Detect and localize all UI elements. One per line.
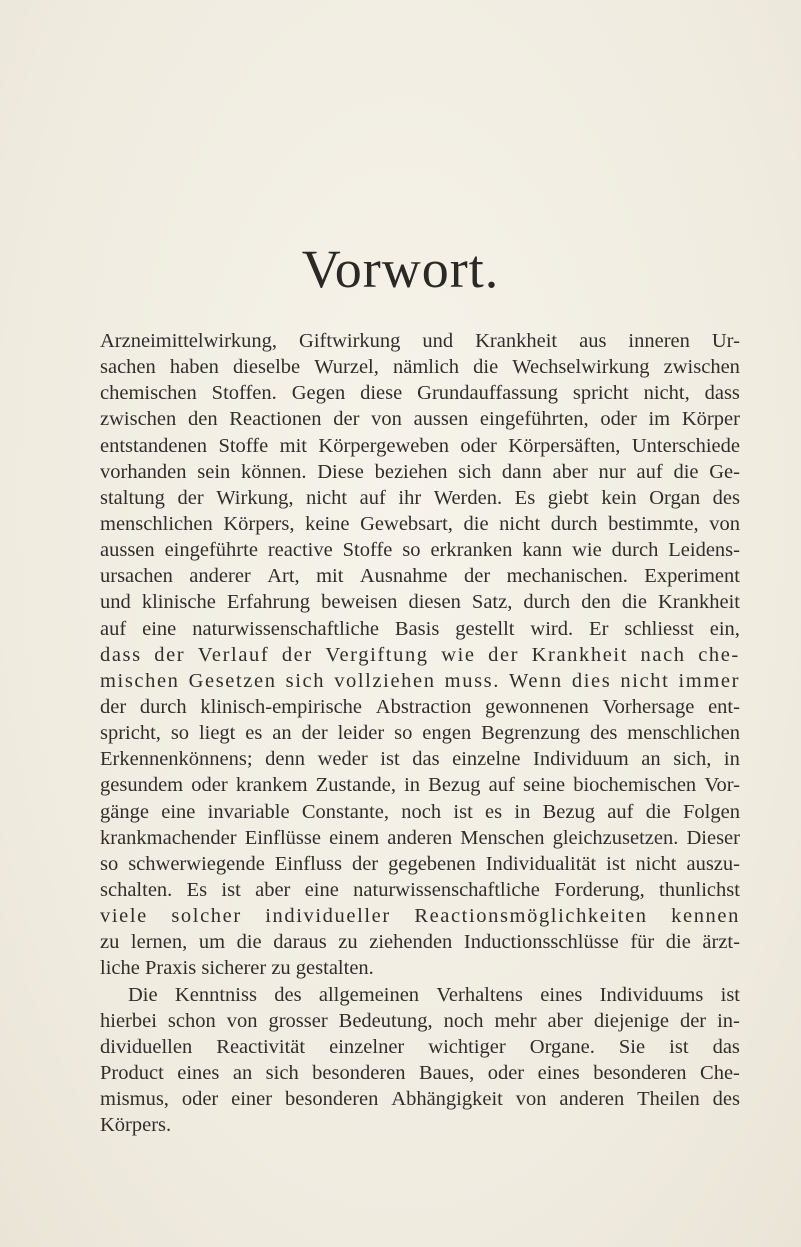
body-text — [100, 328, 740, 1138]
text-line: der durch klinisch-empirische Abstraction gewonnenen Vorhersage ent- — [100, 695, 740, 718]
text-line: staltung der Wirkung, nicht auf ihr Werden. Es giebt kein Organ des — [100, 486, 740, 509]
text-line: liche Praxis sicherer zu gestalten. — [100, 957, 374, 980]
text-line: Arzneimittelwirkung, Giftwirkung und Krankheit aus inneren Ur- — [100, 330, 740, 352]
text-line: chemischen Stoffen. Gegen diese Grundauffassung spricht nicht, dass — [100, 382, 740, 405]
text-line: spricht, so liegt es an der leider so engen Begrenzung des menschlichen — [100, 722, 740, 745]
text-line: dividuellen Reactivität einzelner wichtiger Organe. Sie ist das — [100, 1035, 740, 1058]
text-line: hierbei schon von grosser Bedeutung, noch mehr aber diejenige der in- — [100, 1009, 740, 1032]
text-line: vorhanden sein können. Diese beziehen sich dann aber nur auf die Ge- — [100, 460, 740, 483]
text-line: und klinische Erfahrung beweisen diesen Satz, durch den die Krankheit — [100, 591, 740, 614]
text-line: krankmachender Einflüsse einem anderen Menschen gleichzusetzen. Dieser — [100, 826, 740, 849]
text-line: entstandenen Stoffe mit Körpergeweben oder Körpersäften, Unterschiede — [100, 434, 740, 457]
text-line: ursachen anderer Art, mit Ausnahme der mechanischen. Experiment — [100, 565, 740, 588]
text-line: dass der Verlauf der Vergiftung wie der Krankheit nach che- — [100, 643, 740, 666]
text-line: menschlichen Körpers, keine Gewebsart, die nicht durch bestimmte, von — [100, 512, 740, 535]
text-line: sachen haben dieselbe Wurzel, nämlich die Wechselwirkung zwischen — [100, 356, 740, 379]
text-line: so schwerwiegende Einfluss der gegebenen Individualität ist nicht auszu- — [100, 852, 740, 875]
text-line: schalten. Es ist aber eine naturwissenschaftliche Forderung, thunlichst — [100, 878, 740, 901]
text-line: Die Kenntniss des allgemeinen Verhaltens eines Individuums ist — [128, 983, 740, 1006]
page-title: Vorwort. — [301, 239, 500, 299]
text-line: viele solcher individueller Reactionsmöglichkeiten kennen — [100, 905, 740, 928]
text-line: mischen Gesetzen sich vollziehen muss. Wenn dies nicht immer — [100, 669, 740, 692]
text-line: gesundem oder krankem Zustande, in Bezug auf seine biochemischen Vor- — [100, 774, 740, 797]
text-line: auf eine naturwissenschaftliche Basis gestellt wird. Er schliesst ein, — [100, 617, 740, 640]
text-line: aussen eingeführte reactive Stoffe so erkranken kann wie durch Leidens- — [100, 539, 740, 562]
text-line: gänge eine invariable Constante, noch ist es in Bezug auf die Folgen — [100, 800, 740, 823]
text-line: Erkennenkönnens; denn weder ist das einzelne Individuum an sich, in — [100, 748, 740, 771]
text-line: mismus, oder einer besonderen Abhängigkeit von anderen Theilen des — [100, 1088, 740, 1111]
text-line: zwischen den Reactionen der von aussen eingeführten, oder im Körper — [100, 408, 740, 431]
text-line: Product eines an sich besonderen Baues, oder eines besonderen Che- — [100, 1061, 740, 1084]
text-line: zu lernen, um die daraus zu ziehenden Inductionsschlüsse für die ärzt- — [100, 931, 740, 954]
text-line: Körpers. — [100, 1114, 172, 1137]
